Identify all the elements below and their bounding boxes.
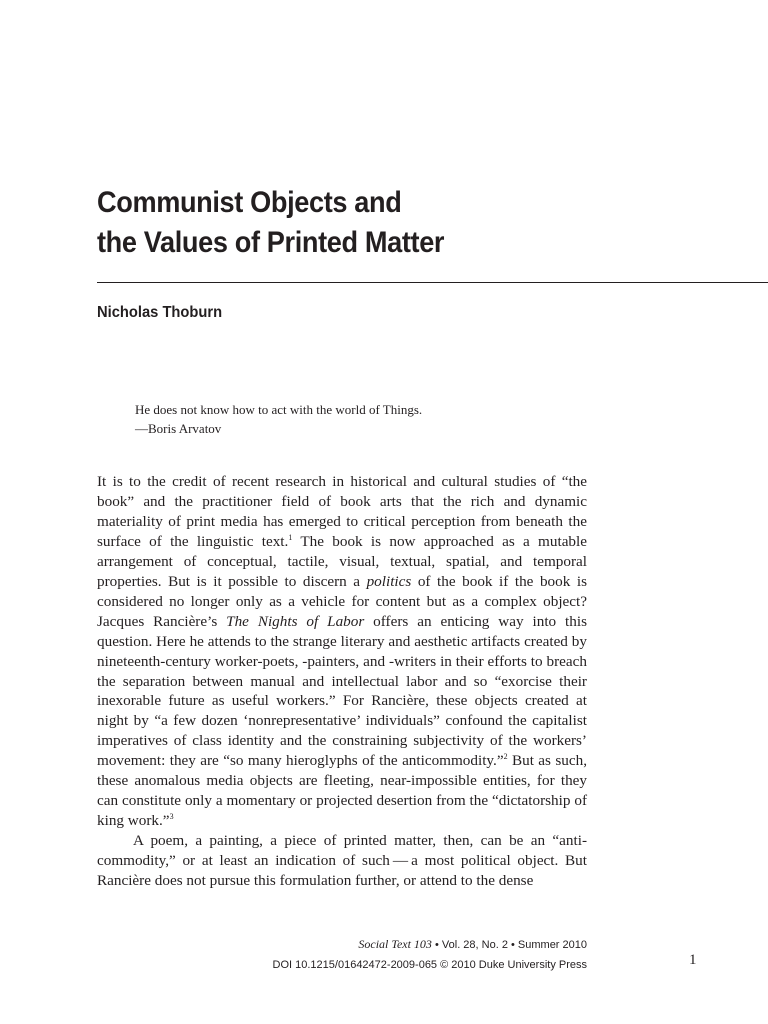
p1-text-3: of the book if the book is considered no longer only as a vehicle for content but as a complex object? Jacques Rancière’s (97, 572, 588, 630)
p1-text-4: offers an enticing way into this question. Here he attends to the strange literary and aesthetic artifacts created by nineteenth-century worker-poets, -painters, and -writers in their efforts to breach the separation between manual and intellectual labor and so “exorcise their inexorable future as useful workers.” For Rancière, these objects created at night by “a few dozen ‘nonrepresentative’ individuals” confound the capitalist imperatives of class identity and the constraining subjectivity of the workers’ movement: they are “so many hieroglyphs of the anticommodity.” (97, 612, 587, 770)
journal-citation (250, 934, 587, 955)
article-title (97, 183, 612, 263)
page-footer (250, 934, 587, 975)
doi-line: DOI 10.1215/01642472-2009-065 © 2010 Duke University Press (272, 959, 587, 971)
footnote-ref-2[interactable]: 2 (503, 752, 508, 762)
paragraph-1 (97, 472, 587, 831)
paragraph-2: A poem, a painting, a piece of printed matter, then, can be an “anticommodity,” or at least an indication of such — a most political object. But Rancière does not pursue this formulation further, or attend to the dense (97, 832, 587, 890)
author-name: Nicholas Thoburn (97, 304, 223, 321)
page-number: 1 (689, 952, 697, 968)
p1-emphasis-politics: politics (366, 572, 412, 590)
epigraph-attribution: —Boris Arvatov (135, 421, 222, 436)
epigraph-quote: He does not know how to act with the world of Things. (135, 402, 423, 417)
epigraph (135, 400, 422, 438)
title-line-2: the Values of Printed Matter (97, 226, 445, 259)
body-text (97, 472, 587, 891)
journal-name: Social Text 103 (358, 937, 432, 951)
footnote-ref-1[interactable]: 1 (288, 532, 293, 542)
p1-text-1: It is to the credit of recent research in historical and cultural studies of “the book” and the practitioner field of book arts that the rich and dynamic materiality of print media has emerged to critical perception from beneath the surface of the linguistic text. (97, 473, 587, 550)
footnote-ref-3[interactable]: 3 (169, 812, 174, 822)
p1-book-title: The Nights of Labor (226, 612, 365, 630)
p1-text-5: But as such, these anomalous media objects are fleeting, near-impossible entities, for they can constitute only a momentary or projected desertion from the “dictatorship of king work.” (97, 752, 587, 830)
journal-issue: • Vol. 28, No. 2 • Summer 2010 (431, 939, 587, 951)
title-line-1: Communist Objects and (97, 186, 402, 219)
p1-text-2: The book is now approached as a mutable arrangement of conceptual, tactile, visual, textual, spatial, and temporal properties. But is it possible to discern a (97, 532, 587, 590)
title-divider (97, 282, 768, 283)
